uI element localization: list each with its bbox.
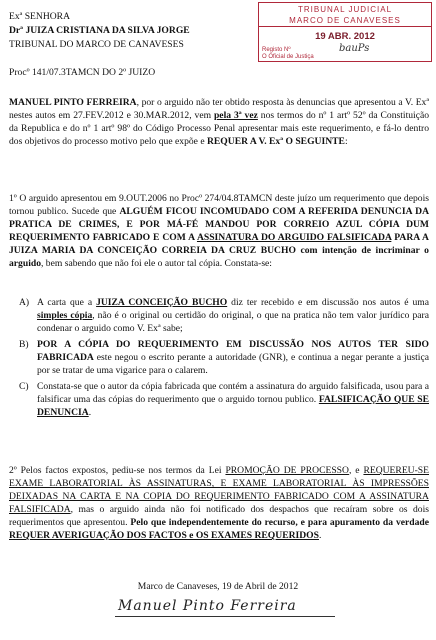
item-text: A carta que a [37, 297, 97, 308]
p2-underline-2: REQUEREU-SE EXAME LABORATORIAL ÀS ASSINATURAS, E EXAME LABORATORIAL ÀS IMPRESSÕES DEIXADAS NA CARTA E NA COPIA DO REQUERIMENTO FABRICADO COM A ASSINATURA FALSIFICADA [9, 465, 429, 515]
p2-text-4: . [318, 530, 322, 541]
signature-line [115, 616, 335, 617]
list-marker: A) [19, 297, 30, 308]
intro-paragraph [9, 96, 429, 148]
item-emphasis: JUIZA CONCEIÇÃO BUCHO [96, 297, 228, 308]
item-emphasis: FALSIFICAÇÃO QUE SE DENUNCIA [37, 394, 430, 418]
recipient-name: Drª JUIZA CRISTIANA DA SILVA JORGE [9, 25, 190, 36]
list-marker: B) [19, 339, 29, 350]
stamp-registo: Registo Nº [262, 47, 291, 53]
intro-text-1: , por o arguido não ter obtido resposta às denuncias que apresentou a V. Exª nestes autos em 27.FEV.2012 e 30.MAR.2012, vem [9, 97, 429, 121]
p2-underline-1: PROMOÇÃO DE PROCESSO [225, 465, 349, 476]
stamp-court: TRIBUNAL JUDICIAL [297, 5, 393, 14]
list-marker: C) [19, 381, 29, 392]
p1-emphasis-1: ALGUÉM FICOU INCOMUDADO COM A REFERIDA DENUNCIA DA PRATICA DE CRIMES, E POR MÁ-FÉ MANDOU POR CORREIO AZUL CÓPIA DUM REQUERIMENTO FABRICADO E COM A [9, 206, 429, 243]
paragraph-1 [9, 192, 429, 270]
author-name: MANUEL PINTO FERREIRA [9, 97, 137, 108]
process-reference: Procº 141/07.3TAMCN DO 2º JUIZO [9, 67, 156, 78]
item-text: diz ter recebido e em discussão nos autos é uma [227, 297, 429, 308]
paragraph-2 [9, 464, 429, 542]
court-receipt-stamp [258, 2, 432, 62]
stamp-initials: bauPs [339, 43, 370, 54]
p2-emphasis: Pelo que independentemente do recurso, e para apuramento da verdade [130, 517, 429, 528]
p2-text-1: 2º Pelos factos expostos, pediu-se nos termos da Lei [9, 465, 226, 476]
p1-emphasis-4: com intenção de incriminar o arguido [9, 245, 429, 269]
stamp-location: MARCO DE CANAVESES [259, 16, 431, 27]
list-item [9, 296, 429, 335]
p1-emphasis-3: PARA A JUIZA MARIA DA CONCEIÇÃO CORREIA DA CRUZ BUCHO [9, 232, 429, 256]
p2-text-3: , mas o arguido ainda não foi notificado dos despachos que recaíram sobre os dois requerimentos que apresentou. [9, 504, 429, 528]
closing-date: Marco de Canaveses, 19 de Abril de 2012 [137, 581, 299, 592]
list-item [9, 338, 429, 377]
court-name: TRIBUNAL DO MARCO DE CANAVESES [9, 39, 184, 50]
item-text: Constata-se que o autor da cópia fabricada que contém a assinatura do arguido falsificada, usou para a falsificar uma das cópias do requerimento que o arguido tornou publico. [37, 381, 429, 405]
item-text: este negou o escrito perante a autoridade (GNR), e continua a negar perante a justiça por se tratar de uma vigarice para o calarem. [37, 352, 429, 376]
intro-text-2: nos termos do nº 1 artº 52º da Constituição da Republica e do nº 1 artº 98º do Código Processo Penal apresentar mais este requerimento, e fá-lo dentro dos objetivos do processo motivo pelo que expõe e [9, 110, 430, 147]
p1-text-1: 1º O arguido apresentou em 9.OUT.2006 no Procº 274/04.8TAMCN deste juízo um requerimento que depois tornou publico. Sucede que [9, 193, 429, 217]
item-text: . [88, 407, 92, 418]
p1-text-2: , bem sabendo que não foi ele o autor tal cópia. Constata-se: [41, 258, 272, 269]
intro-request: REQUER A V. Exª O SEGUINTE [206, 136, 345, 147]
intro-text-3: : [344, 136, 348, 147]
recipient-title: Exª SENHORA [9, 11, 71, 22]
handwritten-signature: Manuel Pinto Ferreira [118, 598, 297, 614]
allegations-list [9, 296, 429, 419]
stamp-oficial: O Oficial de Justiça [262, 54, 314, 60]
item-emphasis: simples cópia [37, 310, 93, 321]
stamp-date: 19 ABR. 2012 [315, 31, 375, 42]
p2-text-2: , e [348, 465, 364, 476]
intro-emphasis-1: pela 3ª vez [213, 110, 258, 121]
p2-request: REQUER AVERIGUAÇÃO DOS FACTOS e OS EXAMES REQUERIDOS [9, 530, 319, 541]
p1-emphasis-2: ASSINATURA DO ARGUIDO FALSIFICADA [196, 232, 392, 243]
item-emphasis: POR A CÓPIA DO REQUERIMENTO EM DISCUSSÃO NOS AUTOS TER SIDO FABRICADA [37, 339, 429, 363]
list-item [9, 380, 429, 419]
item-text: , não é o original ou certidão do original, o que na pratica não tem valor jurídico para condenar o arguido como V. Exª sabe; [37, 310, 429, 334]
